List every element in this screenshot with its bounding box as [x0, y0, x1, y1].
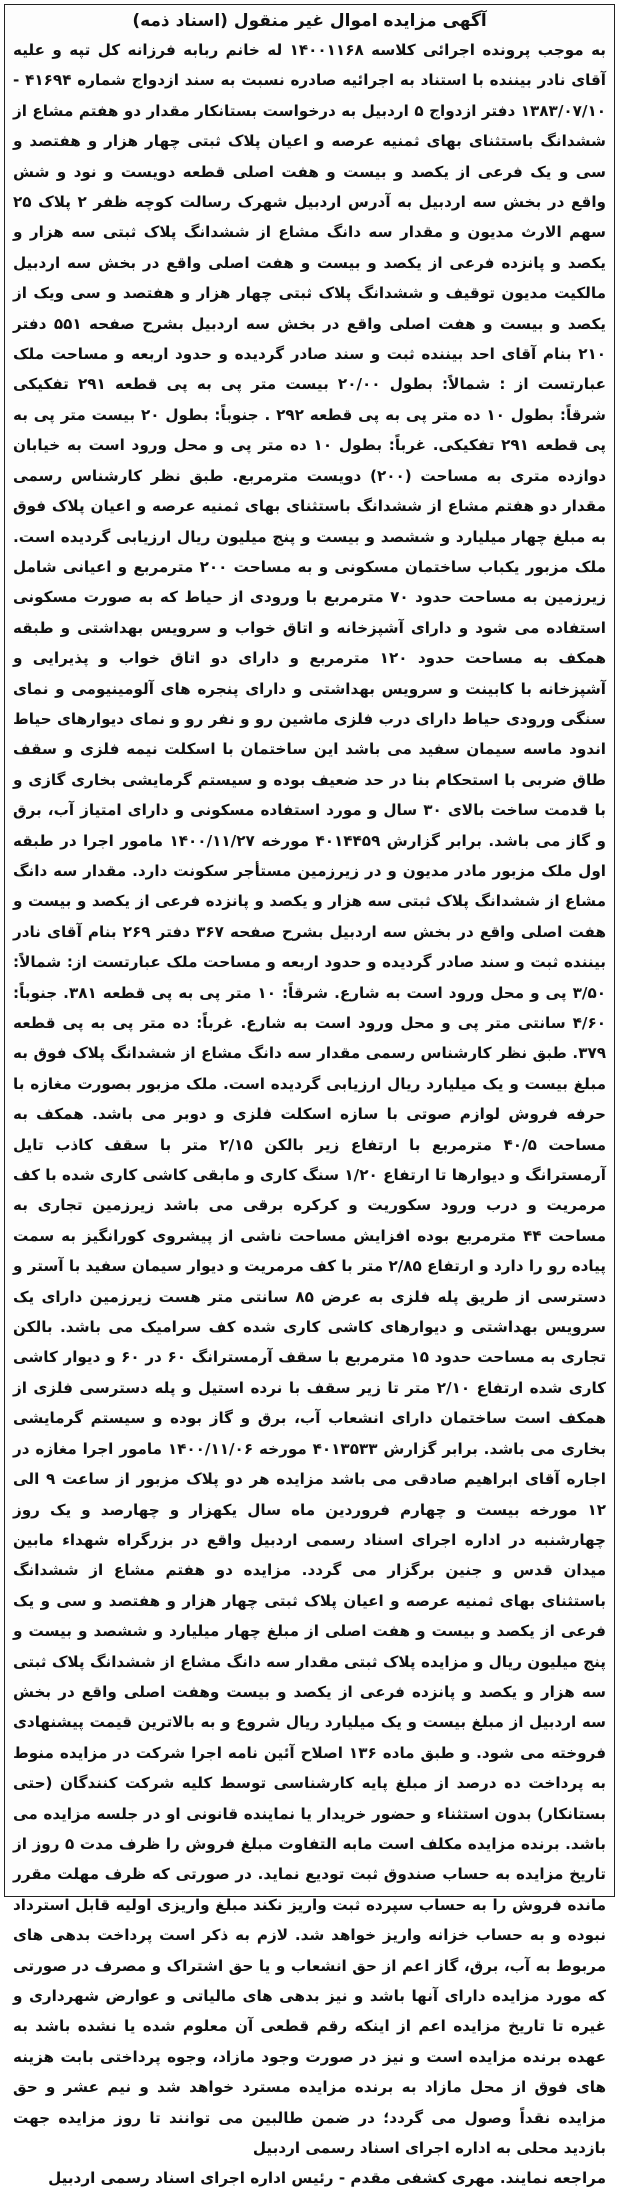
- notice-signature: مراجعه نمایند. مهری کشفی مقدم - رئیس اداره اجرای اسناد رسمی اردبیل: [48, 2169, 606, 2188]
- notice-title: آگهی مزایده اموال غیر منقول (اسناد ذمه): [132, 11, 487, 31]
- notice-body: به موجب پرونده اجرائی کلاسه ۱۴۰۰۱۱۶۸ له خانم ربابه فرزانه کل تپه و علیه آقای نادر بیننده با استناد به اجرائیه صادره نسبت به سند ازدواج شماره ۴۱۶۹۴ - ۱۳۸۳/۰۷/۱۰ دفتر ازدواج ۵ اردبیل به درخواست بستانکار مقدار دو هفتم مشاع از ششدانگ باستثنای بهای ثمنیه عرصه و اعیان پلاک ثبتی چهار هزار و هفتصد و سی و یک فرعی از یکصد و بیست و هفت اصلی قطعه دویست و نود و شش واقع در بخش سه اردبیل به آدرس اردبیل شهرک رسالت کوچه ظفر ۲ پلاک ۲۵ سهم الارث مدیون و مقدار سه دانگ مشاع از ششدانگ پلاک ثبتی سه هزار و یکصد و پانزده فرعی از یکصد و بیست و هفت اصلی واقع در بخش سه اردبیل مالکیت مدیون توقیف و ششدانگ پلاک ثبتی چهار هزار و هفتصد و سی ویک از یکصد و بیست و هفت اصلی واقع در بخش سه اردبیل بشرح صفحه ۵۵۱ دفتر ۲۱۰ بنام آقای احد بیننده ثبت و سند صادر گردیده و حدود اربعه و مساحت ملک عبارتست از : شمالاً: بطول ۲۰/۰۰ بیست متر پی به پی قطعه ۲۹۱ تفکیکی شرقاً: بطول ۱۰ ده متر پی به پی قطعه ۲۹۲ . جنوباً: بطول ۲۰ بیست متر پی به پی قطعه ۲۹۱ تفکیکی. غرباً: بطول ۱۰ ده متر پی و محل ورود است به خیابان دوازده متری به مساحت (۲۰۰) دویست مترمربع. طبق نظر کارشناس رسمی مقدار دو هفتم مشاع از ششدانگ باستثنای بهای ثمنیه عرصه و اعیان پلاک فوق به مبلغ چهار میلیارد و ششصد و بیست و پنج میلیون ریال ارزیابی گردیده است. ملک مزبور یکباب ساختمان مسکونی و به مساحت ۲۰۰ مترمربع و اعیانی شامل زیرزمین به مساحت حدود ۷۰ مترمربع با ورودی از حیاط که به صورت مسکونی استفاده می شود و دارای آشپزخانه و اتاق خواب و سرویس بهداشتی و طبقه همکف به مساحت حدود ۱۲۰ مترمربع و دارای دو اتاق خواب و پذیرایی و آشپزخانه با کابینت و سرویس بهداشتی و دارای پنجره های آلومینیومی و نمای سنگی ورودی حیاط دارای درب فلزی ماشین رو و نفر رو و نمای دیوارهای حیاط اندود ماسه سیمان سفید می باشد این ساختمان با اسکلت نیمه فلزی و سقف طاق ضربی با استحکام بنا در حد ضعیف بوده و سیستم گرمایشی بخاری گازی و با قدمت ساخت بالای ۳۰ سال و مورد استفاده مسکونی و دارای امتیاز آب، برق و گاز می باشد. برابر گزارش ۴۰۱۴۴۵۹ مورخه ۱۴۰۰/۱۱/۲۷ مامور اجرا در طبقه اول ملک مزبور مادر مدیون و در زیرزمین مستأجر سکونت دارد. مقدار سه دانگ مشاع از ششدانگ پلاک ثبتی سه هزار و یکصد و پانزده فرعی از یکصد و بیست و هفت اصلی واقع در بخش سه اردبیل بشرح صفحه ۳۶۷ دفتر ۲۶۹ بنام آقای نادر بیننده ثبت و سند صادر گردیده و حدود اربعه و مساحت ملک عبارتست از: شمالاً: ۳/۵۰ پی و محل ورود است به شارع. شرقاً: ۱۰ متر پی به پی قطعه ۳۸۱. جنوباً: ۴/۶۰ سانتی متر پی و محل ورود است به شارع. غرباً: ده متر پی به پی قطعه ۳۷۹. طبق نظر کارشناس رسمی مقدار سه دانگ مشاع از ششدانگ پلاک فوق به مبلغ بیست و یک میلیارد ریال ارزیابی گردیده است. ملک مزبور بصورت مغازه با حرفه فروش لوازم صوتی با سازه اسکلت فلزی و دوبر می باشد. همکف به مساحت ۴۰/۵ مترمربع با ارتفاع زیر بالکن ۲/۱۵ متر با سقف کاذب تایل آرمسترانگ و دیوارها تا ارتفاع ۱/۲۰ سنگ کاری و مابقی کاشی کاری شده با کف مرمریت و درب ورود سکوریت و کرکره برقی می باشد زیرزمین تجاری به مساحت ۴۴ مترمربع بوده افزایش مساحت ناشی از پیشروی کورانگیز به سمت پیاده رو را دارد و ارتفاع ۲/۸۵ متر با کف مرمریت و دیوار سیمان سفید با آستر و دسترسی از طریق پله فلزی به عرض ۸۵ سانتی متر هست زیرزمین دارای یک سرویس بهداشتی و دیوارهای کاشی کاری شده کف سرامیک می باشد. بالکن تجاری به مساحت حدود ۱۵ مترمربع با سقف آرمسترانگ ۶۰ در ۶۰ و دیوار کاشی کاری شده ارتفاع ۲/۱۰ متر تا زیر سقف با نرده استیل و پله دسترسی فلزی از همکف است ساختمان دارای انشعاب آب، برق و گاز بوده و سیستم گرمایشی بخاری می باشد. برابر گزارش ۴۰۱۳۵۳۳ مورخه ۱۴۰۰/۱۱/۰۶ مامور اجرا مغازه در اجاره آقای ابراهیم صادقی می باشد مزایده هر دو پلاک مزبور از ساعت ۹ الی ۱۲ مورخه بیست و چهارم فروردین ماه سال یکهزار و چهارصد و یک روز چهارشنبه در اداره اجرای اسناد رسمی اردبیل واقع در بزرگراه شهداء مابین میدان قدس و جنین برگزار می گردد. مزایده دو هفتم مشاع از ششدانگ باستثنای بهای ثمنیه عرصه و اعیان پلاک ثبتی چهار هزار و هفتصد و سی و یک فرعی از یکصد و بیست و هفت اصلی از مبلغ چهار میلیارد و ششصد و بیست و پنج میلیون ریال و مزایده پلاک ثبتی مقدار سه دانگ مشاع از ششدانگ پلاک ثبتی سه هزار و یکصد و پانزده فرعی از یکصد و بیست وهفت اصلی واقع در بخش سه اردبیل از مبلغ بیست و یک میلیارد ریال شروع و به بالاترین قیمت پیشنهادی فروخته می شود. و طبق ماده ۱۳۶ اصلاح آئین نامه اجرا شرکت در مزایده منوط به پرداخت ده درصد از مبلغ پایه کارشناسی توسط کلیه شرکت کنندگان (حتی بستانکار) بدون استثناء و حضور خریدار یا نماینده قانونی او در جلسه مزایده می باشد. برنده مزایده مکلف است مابه التفاوت مبلغ فروش را ظرف مدت ۵ روز از تاریخ مزایده به حساب صندوق ثبت تودیع نماید. در صورتی که ظرف مهلت مقرر مانده فروش را به حساب سپرده ثبت واریز نکند مبلغ واریزی اولیه قابل استرداد نبوده و به حساب خزانه واریز خواهد شد. لازم به ذکر است پرداخت بدهی های مربوط به آب، برق، گاز اعم از حق انشعاب و یا حق اشتراک و مصرف در صورتی که مورد مزایده دارای آنها باشد و نیز بدهی های مالیاتی و عوارض شهرداری و غیره تا تاریخ مزایده اعم از اینکه رقم قطعی آن معلوم شده یا نشده باشد به عهده برنده مزایده است و نیز در صورت وجود مازاد، وجوه پرداختی بابت هزینه های فوق از محل مازاد به برنده مزایده مسترد خواهد شد و نیم عشر و حق مزایده نقداً وصول می گردد؛ در ضمن طالبین می توانند تا روز مزایده جهت بازدید محلی به اداره اجرای اسناد رسمی اردبیل: [13, 41, 607, 2158]
- auction-notice: [4, 4, 615, 2188]
